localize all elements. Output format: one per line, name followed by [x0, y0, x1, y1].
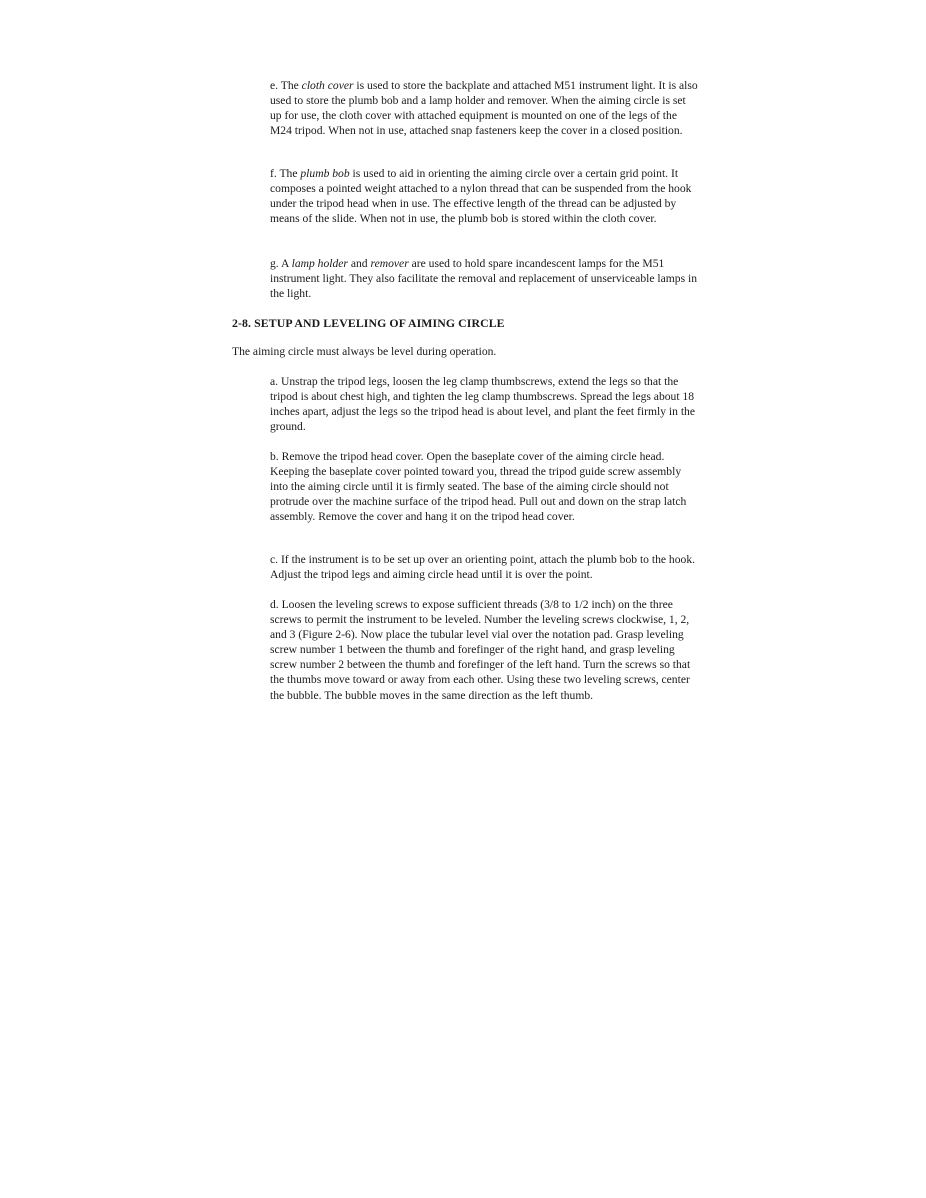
term-cloth-cover: cloth cover [301, 79, 354, 92]
term-remover: remover [370, 257, 409, 270]
step-d-paragraph: d. Loosen the leveling screws to expose sufficient threads (3/8 to 1/2 inch) on the three screws to permit the instrument to be leveled. Number the leveling screws clockwise, 1, 2, and 3 (Figure 2-6). Now place the tubular level vial over the notation pad. Grasp leveling screw number 1 between the thumb and forefinger of the right hand, and grasp leveling screw number 2 between the thumb and forefinger of the left hand. Turn the screws so that the thumbs move toward or away from each other. Using these two leveling screws, center the bubble. The bubble moves in the same direction as the left thumb. [270, 598, 691, 702]
section-heading: 2-8. SETUP AND LEVELING OF AIMING CIRCLE [232, 316, 505, 330]
paragraph-e-body: is used to store the backplate and attached M51 instrument light. It is also used to store the plumb bob and a lamp holder and remover. When the aiming circle is set up for use, the cloth cover with attached equipment is mounted on one of the legs of the M24 tripod. When not in use, attached snap fasteners keep the cover in a closed position. [270, 79, 698, 138]
step-b-paragraph: b. Remove the tripod head cover. Open the baseplate cover of the aiming circle head. Keeping the baseplate cover pointed toward you, thread the tripod guide screw assembly into the aiming circle until it is firmly seated. The base of the aiming circle should not protrude over the machine surface of the tripod head. Pull out and down on the strap latch assembly. Remove the cover and hang it on the tripod head cover. [270, 450, 687, 524]
intro-paragraph: The aiming circle must always be level during operation. [232, 345, 497, 358]
paragraph-f-prefix: f. The [270, 167, 301, 180]
paragraph-plumb-bob [270, 166, 700, 226]
paragraph-lamp-holder [270, 256, 700, 301]
paragraph-g-body: are used to hold spare incandescent lamps for the M51 instrument light. They also facilitate the removal and replacement of unserviceable lamps in the light. [270, 257, 697, 301]
term-lamp-holder: lamp holder [291, 257, 348, 270]
paragraph-e-prefix: e. The [270, 79, 302, 92]
step-c-paragraph: c. If the instrument is to be set up over an orienting point, attach the plumb bob to the hook. Adjust the tripod legs and aiming circle head until it is over the point. [270, 553, 696, 582]
term-plumb-bob: plumb bob [300, 167, 350, 180]
step-a-paragraph: a. Unstrap the tripod legs, loosen the leg clamp thumbscrews, extend the legs so that the tripod is about chest high, and tighten the leg clamp thumbscrews. Spread the legs about 18 inches apart, adjust the legs so the tripod head is about level, and plant the feet firmly in the ground. [270, 375, 695, 434]
paragraph-cloth-cover [270, 78, 700, 138]
paragraph-g-conjunction: and [347, 257, 371, 270]
paragraph-g-prefix: g. A [270, 257, 292, 270]
paragraph-f-body: is used to aid in orienting the aiming circle over a certain grid point. It composes a pointed weight attached to a nylon thread that can be suspended from the hook under the tripod head when in use. The effective length of the thread can be adjusted by means of the slide. When not in use, the plumb bob is stored within the cloth cover. [270, 167, 692, 226]
